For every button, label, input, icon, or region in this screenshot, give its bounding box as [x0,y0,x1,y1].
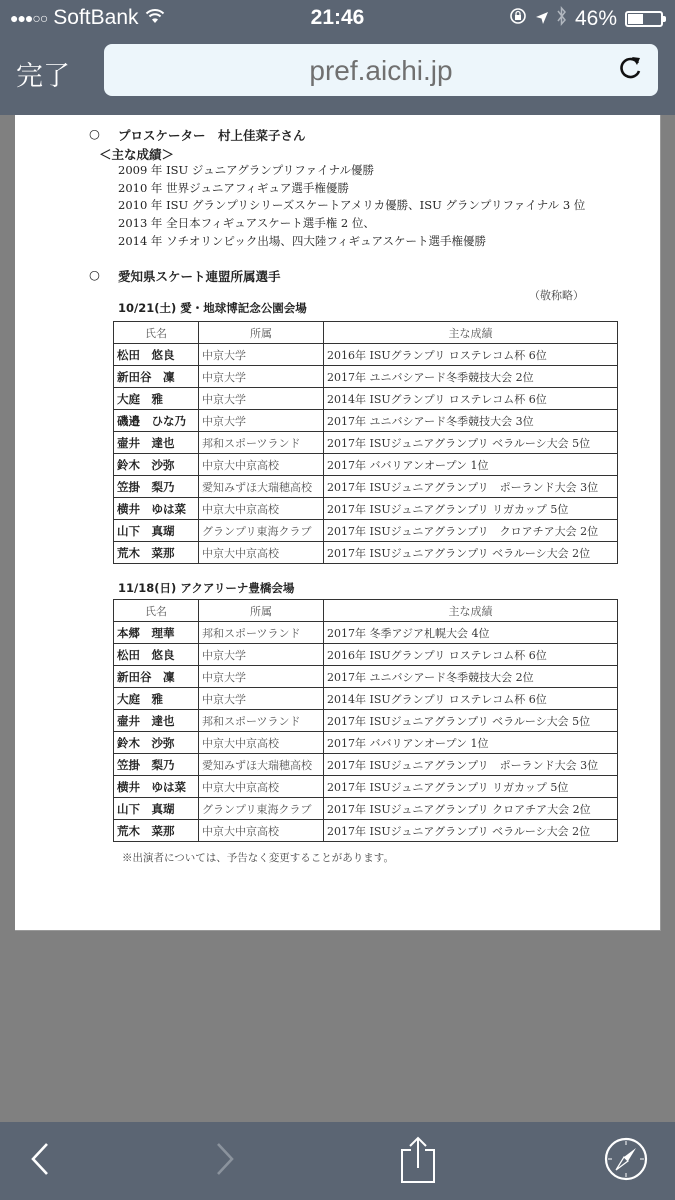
table-row [114,666,618,688]
skater-name: 横井 ゆは菜 [114,776,199,798]
table-row [114,410,618,432]
table-row [114,520,618,542]
skater-result: 2014年 ISUグランプリ ロステレコム杯 6位 [324,688,618,710]
skater-result: 2017年 ISUジュニアグランプリ ベラルーシ大会 5位 [324,710,618,732]
compass-icon[interactable] [603,1136,649,1186]
skater-name: 松田 悠良 [114,644,199,666]
forward-icon[interactable] [214,1141,236,1181]
carrier-name: SoftBank [53,6,139,29]
honorific-note: （敬称略） [529,289,584,302]
skater-affiliation: 中京大学 [199,644,324,666]
table-row [114,476,618,498]
table-row [114,688,618,710]
skater-result: 2016年 ISUグランプリ ロステレコム杯 6位 [324,344,618,366]
skater-result: 2017年 ISUジュニアグランプリ ベラルーシ大会 5位 [324,432,618,454]
roster-table [113,321,618,564]
skater-affiliation: 邦和スポーツランド [199,622,324,644]
table-row [114,820,618,842]
browser-chrome-top [0,0,675,115]
skater-result: 2017年 ユニバシアード冬季競技大会 2位 [324,666,618,688]
skater-name: 横井 ゆは菜 [114,498,199,520]
skater-result: 2016年 ISUグランプリ ロステレコム杯 6位 [324,644,618,666]
skater-result: 2017年 ババリアンオープン 1位 [324,454,618,476]
footnote: ※出演者については、予告なく変更することがあります。 [122,852,394,864]
skater-result: 2017年 ISUジュニアグランプリ リガカップ 5位 [324,776,618,798]
skater-affiliation: 中京大学 [199,666,324,688]
skater-name: 荒木 菜那 [114,820,199,842]
pro-skater-bullet: ○ [89,126,100,141]
achievement-item: 2010 年 世界ジュニアフィギュア選手権優勝 [118,181,349,195]
skater-name: 松田 悠良 [114,344,199,366]
table-row [114,498,618,520]
skater-name: 大庭 雅 [114,688,199,710]
safari-button[interactable] [600,1122,652,1200]
skater-name: 磯邉 ひな乃 [114,410,199,432]
battery-percent: 46% [574,7,617,30]
battery-icon [625,11,663,27]
table-row [114,622,618,644]
table-row [114,344,618,366]
skater-affiliation: 中京大学 [199,688,324,710]
skater-affiliation: 愛知みずほ大瑞穂高校 [199,754,324,776]
orientation-lock-icon [509,7,527,31]
skater-name: 鈴木 沙弥 [114,454,199,476]
skater-result: 2017年 ISUジュニアグランプリ クロアチア大会 2位 [324,798,618,820]
skater-name: 新田谷 凜 [114,666,199,688]
venue-heading: 10/21(土) 愛・地球博記念公園会場 [118,301,307,315]
skater-affiliation: グランプリ東海クラブ [199,798,324,820]
share-button[interactable] [392,1122,444,1200]
skater-name: 山下 真瑚 [114,798,199,820]
skater-result: 2017年 ISUジュニアグランプリ クロアチア大会 2位 [324,520,618,542]
back-button[interactable] [18,1122,62,1200]
skater-affiliation: 邦和スポーツランド [199,710,324,732]
table-row [114,388,618,410]
skater-affiliation: 中京大学 [199,366,324,388]
back-icon[interactable] [29,1141,51,1181]
achievement-item: 2013 年 全日本フィギュアスケート選手権 2 位、 [118,216,375,230]
done-button[interactable]: 完了 [16,61,70,92]
table-header-row [114,322,618,344]
skater-affiliation: 中京大中京高校 [199,498,324,520]
skater-result: 2017年 ババリアンオープン 1位 [324,732,618,754]
achievement-item: 2010 年 ISU グランプリシリーズスケートアメリカ優勝、ISU グランプリファイナル 3 位 [118,198,586,212]
skater-result: 2017年 ISUジュニアグランプリ ベラルーシ大会 2位 [324,820,618,842]
table-row [114,454,618,476]
skater-name: 鈴木 沙弥 [114,732,199,754]
skater-affiliation: 中京大中京高校 [199,454,324,476]
skater-result: 2017年 ISUジュニアグランプリ リガカップ 5位 [324,498,618,520]
table-header-row [114,600,618,622]
skater-affiliation: 中京大学 [199,344,324,366]
skater-result: 2017年 冬季アジア札幌大会 4位 [324,622,618,644]
skater-name: 山下 真瑚 [114,520,199,542]
browser-toolbar [0,1122,675,1200]
skater-affiliation: 中京大学 [199,410,324,432]
skater-name: 大庭 雅 [114,388,199,410]
achievements-heading: ＜主な成績＞ [99,147,175,162]
skater-name: 壷井 達也 [114,432,199,454]
column-header-results: 主な成績 [324,600,618,622]
roster-table [113,599,618,842]
table-row [114,542,618,564]
skater-affiliation: 中京大中京高校 [199,776,324,798]
status-bar [0,0,675,38]
skater-affiliation: 邦和スポーツランド [199,432,324,454]
skater-name: 本郷 理華 [114,622,199,644]
pro-skater-title: プロスケーター 村上佳菜子さん [118,128,306,143]
skater-name: 笠掛 梨乃 [114,476,199,498]
table-row [114,732,618,754]
skater-affiliation: 中京大中京高校 [199,820,324,842]
skater-affiliation: 中京大中京高校 [199,732,324,754]
skater-affiliation: 愛知みずほ大瑞穂高校 [199,476,324,498]
forward-button[interactable] [203,1122,247,1200]
skater-name: 笠掛 梨乃 [114,754,199,776]
location-icon [535,7,549,31]
share-icon[interactable] [398,1134,438,1188]
clock: 21:46 [310,6,365,29]
skater-result: 2014年 ISUグランプリ ロステレコム杯 6位 [324,388,618,410]
signal-strength: ●●●○○ [10,10,48,26]
column-header-name: 氏名 [114,322,199,344]
skater-affiliation: 中京大中京高校 [199,542,324,564]
column-header-results: 主な成績 [324,322,618,344]
table-row [114,366,618,388]
federation-title: 愛知県スケート連盟所属選手 [118,269,281,284]
column-header-affiliation: 所属 [199,600,324,622]
skater-name: 壷井 達也 [114,710,199,732]
bluetooth-icon [557,6,567,32]
url-text[interactable]: pref.aichi.jp [309,55,453,86]
skater-result: 2017年 ISUジュニアグランプリ ポーランド大会 3位 [324,476,618,498]
table-row [114,798,618,820]
skater-affiliation: グランプリ東海クラブ [199,520,324,542]
federation-bullet: ○ [89,267,100,282]
table-row [114,776,618,798]
skater-result: 2017年 ISUジュニアグランプリ ベラルーシ大会 2位 [324,542,618,564]
column-header-affiliation: 所属 [199,322,324,344]
skater-result: 2017年 ISUジュニアグランプリ ポーランド大会 3位 [324,754,618,776]
venue-heading: 11/18(日) アクアリーナ豊橋会場 [118,581,295,595]
skater-affiliation: 中京大学 [199,388,324,410]
table-row [114,644,618,666]
skater-result: 2017年 ユニバシアード冬季競技大会 3位 [324,410,618,432]
column-header-name: 氏名 [114,600,199,622]
achievement-item: 2009 年 ISU ジュニアグランプリファイナル優勝 [118,163,375,177]
skater-result: 2017年 ユニバシアード冬季競技大会 2位 [324,366,618,388]
document-page [15,115,661,931]
skater-name: 新田谷 凜 [114,366,199,388]
table-row [114,754,618,776]
reload-icon[interactable] [618,54,644,89]
achievement-item: 2014 年 ソチオリンピック出場、四大陸フィギュアスケート選手権優勝 [118,234,487,248]
skater-name: 荒木 菜那 [114,542,199,564]
address-bar[interactable] [104,44,658,96]
table-row [114,710,618,732]
table-row [114,432,618,454]
